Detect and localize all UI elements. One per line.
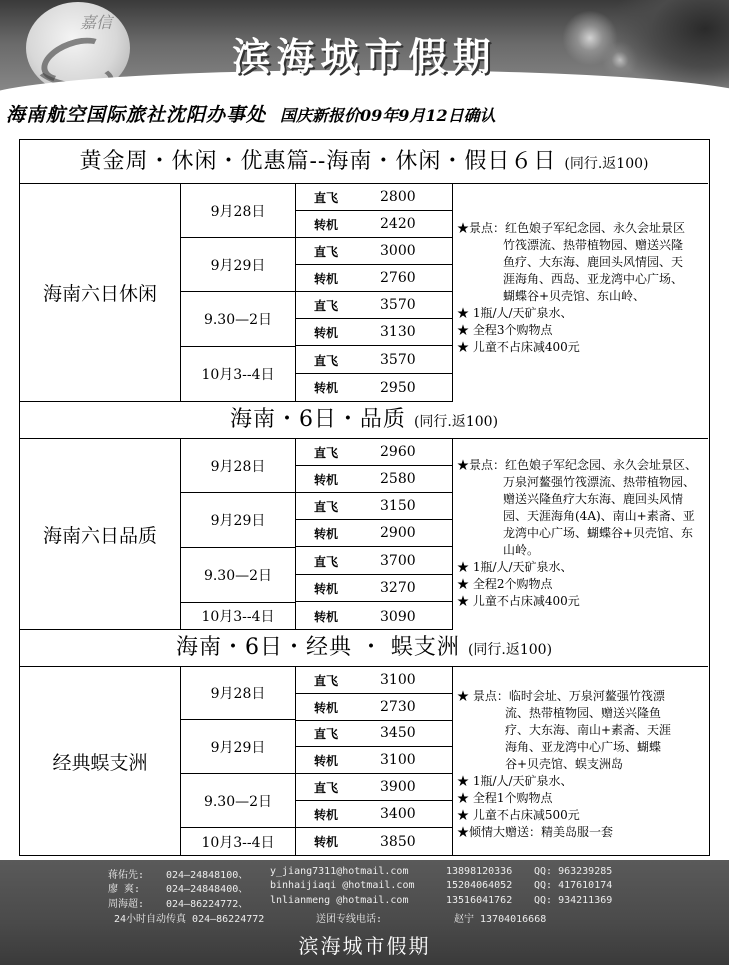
note-line: 涯海角、西岛、亚龙湾中心广场、	[503, 272, 684, 286]
hotline-number: 赵宁 13704016668	[454, 914, 547, 925]
price-row	[296, 520, 452, 547]
note-line: ★ 儿童不占床减500元	[457, 808, 580, 822]
date-cell: 10月3--4日	[201, 834, 275, 851]
note-line: 竹筏漂流、热带植物园、赠送兴隆	[503, 238, 684, 252]
contact-email[interactable]: lnlianmeng @hotmail.com	[270, 895, 409, 906]
price-row	[296, 265, 452, 292]
contact-qq: QQ: 934211369	[534, 895, 613, 906]
brand-title: 滨海城市假期	[232, 34, 497, 79]
note-line: ★ 全程3个购物点	[457, 323, 553, 337]
flight-type: 直飞	[313, 726, 338, 741]
rebate-note: (同行.返100)	[413, 414, 499, 430]
price-row	[296, 319, 452, 346]
note-line: ★ 全程1个购物点	[457, 791, 553, 805]
price-row	[296, 238, 452, 265]
date-cell: 9月28日	[181, 439, 295, 493]
logo-mark: 嘉信	[80, 13, 113, 32]
note-line: 海角、亚龙湾中心广场、蝴蝶	[505, 740, 662, 754]
price-value: 3700	[380, 553, 416, 569]
date-cell: 10月3--4日	[201, 367, 275, 383]
flight-type: 转机	[313, 700, 338, 715]
price-value: 2800	[380, 189, 416, 205]
flight-type: 直飞	[313, 298, 338, 313]
price-row	[296, 694, 452, 721]
itinerary-notes	[453, 688, 708, 841]
date-cell: 9月29日	[181, 720, 295, 774]
price-table	[19, 139, 710, 856]
note-line: 疗、大东海、南山+素斋、天涯	[505, 723, 672, 737]
section-title	[20, 402, 708, 439]
note-line: ★ 儿童不占床减400元	[457, 340, 580, 354]
price-row	[296, 747, 452, 774]
flight-type: 直飞	[313, 499, 338, 514]
price-value: 3570	[380, 352, 416, 368]
product-name: 经典蜈支洲	[20, 667, 181, 855]
note-line: ★景点：红色娘子军纪念园、永久会址景区、	[457, 458, 698, 472]
price-value: 3450	[380, 725, 416, 741]
section-heading: 海南・6日・品质	[229, 407, 406, 432]
note-line: ★ 1瓶/人/天矿泉水、	[457, 774, 573, 788]
contact-mobile: 13898120336	[446, 866, 513, 877]
note-line: ★景点：红色娘子军纪念园、永久会址景区	[457, 221, 686, 235]
price-value: 2950	[380, 379, 416, 396]
price-value: 3400	[380, 806, 416, 822]
price-row	[296, 828, 452, 855]
contact-email[interactable]: binhaijiaqi @hotmail.com	[270, 880, 415, 891]
date-column	[181, 667, 296, 855]
note-line: 园、天涯海角(4A)、南山+素斋、亚	[503, 509, 695, 523]
date-cell: 9.30—2日	[181, 774, 295, 828]
section-title	[20, 630, 708, 667]
date-cell: 9月28日	[181, 184, 295, 238]
flight-type: 转机	[313, 271, 338, 286]
note-line: ★倾情大赠送：精美岛服一套	[457, 825, 614, 839]
flight-type: 转机	[313, 581, 338, 596]
price-row	[296, 211, 452, 238]
note-line: ★ 景点：临时会址、万泉河鳌强竹筏漂	[457, 689, 665, 703]
price-value: 2760	[380, 270, 416, 286]
price-row	[296, 548, 452, 575]
contact-name: 蒋佑先:	[108, 870, 145, 881]
price-value: 3100	[380, 752, 416, 768]
flight-type: 直飞	[313, 190, 338, 205]
date-cell: 9月28日	[181, 667, 295, 720]
flight-type: 直飞	[313, 673, 338, 688]
note-line: 蝴蝶谷+贝壳馆、东山岭、	[503, 289, 646, 303]
price-value: 3090	[380, 608, 416, 625]
price-row	[296, 347, 452, 374]
price-row	[296, 603, 452, 630]
flight-type: 转机	[313, 325, 338, 340]
flight-type: 转机	[313, 610, 338, 624]
contact-phone: 024—86224772、	[166, 899, 249, 910]
flight-type: 转机	[313, 526, 338, 541]
contact-qq: QQ: 963239285	[534, 866, 613, 877]
flight-type: 转机	[313, 381, 338, 395]
contact-mobile: 15204064052	[446, 880, 513, 891]
flight-type: 转机	[313, 753, 338, 768]
price-row	[296, 184, 452, 211]
price-row	[296, 575, 452, 602]
flight-type: 直飞	[313, 780, 338, 795]
rebate-note: (同行.返100)	[564, 156, 649, 172]
fax-row	[0, 910, 729, 925]
fax-number: 24小时自动传真 024—86224772	[114, 914, 265, 925]
section-heading: 黄金周・休闲・优惠篇--海南・休闲・假日６日	[79, 149, 557, 174]
hotline-label: 送团专线电话:	[316, 914, 383, 925]
section-heading: 海南・6日・经典 ・ 蜈支洲	[175, 635, 460, 660]
product-name: 海南六日休闲	[20, 184, 181, 402]
contact-footer	[0, 860, 729, 965]
price-value: 2420	[380, 216, 416, 232]
flight-type: 直飞	[313, 554, 338, 569]
note-line: 谷+贝壳馆、蜈支洲岛	[505, 757, 624, 771]
itinerary-notes	[453, 220, 708, 356]
flight-type: 转机	[313, 807, 338, 822]
contact-row	[0, 866, 729, 881]
flight-type: 直飞	[313, 353, 338, 368]
price-value: 3130	[380, 324, 416, 340]
price-row	[296, 774, 452, 801]
note-line: 赠送兴隆鱼疗大东海、鹿回头风情	[503, 492, 684, 506]
itinerary-notes	[453, 457, 708, 610]
price-value: 2960	[380, 444, 416, 460]
header-banner	[0, 0, 729, 96]
price-column	[296, 184, 453, 402]
flight-type: 转机	[313, 217, 338, 232]
price-value: 3900	[380, 779, 416, 795]
contact-row	[0, 895, 729, 910]
price-row	[296, 466, 452, 493]
contact-name: 周海超:	[108, 899, 145, 910]
date-cell: 9月29日	[181, 238, 295, 292]
price-row	[296, 720, 452, 747]
price-column	[296, 439, 453, 630]
note-line: ★ 全程2个购物点	[457, 577, 553, 591]
section-title	[20, 140, 708, 184]
note-line: 鱼疗、大东海、鹿回头风情园、天	[503, 255, 684, 269]
date-cell: 10月3--4日	[201, 609, 275, 625]
price-value: 3570	[380, 297, 416, 313]
date-cell: 9.30—2日	[181, 292, 295, 347]
rebate-note: (同行.返100)	[467, 642, 553, 658]
price-row	[296, 667, 452, 694]
note-line: ★ 1瓶/人/天矿泉水、	[457, 306, 573, 320]
product-name: 海南六日品质	[20, 439, 181, 630]
date-cell: 9.30—2日	[181, 548, 295, 603]
price-row	[296, 493, 452, 520]
price-value: 3850	[380, 833, 416, 850]
price-column	[296, 667, 453, 855]
contact-phone: 024—24848400、	[166, 884, 249, 895]
date-column	[181, 439, 296, 630]
note-line: 流、热带植物园、赠送兴隆鱼	[505, 706, 662, 720]
note-line: 万泉河鳌强竹筏漂流、热带植物园、	[503, 475, 696, 489]
agency-name: 海南航空国际旅社沈阳办事处	[6, 104, 267, 126]
footer-brand: 滨海城市假期	[298, 934, 431, 958]
price-row	[296, 292, 452, 319]
flight-type: 直飞	[313, 445, 338, 460]
date-cell: 9月29日	[181, 493, 295, 548]
price-value: 3150	[380, 498, 416, 514]
price-row	[296, 801, 452, 828]
price-value: 2730	[380, 699, 416, 715]
contact-row	[0, 880, 729, 895]
price-value: 2900	[380, 525, 416, 541]
note-line: 山岭。	[503, 543, 540, 557]
note-line: ★ 1瓶/人/天矿泉水、	[457, 560, 573, 574]
price-notice: 国庆新报价09年9月12日确认	[280, 106, 496, 125]
note-line: 龙湾中心广场、蝴蝶谷+贝壳馆、东	[503, 526, 694, 540]
contact-mobile: 13516041762	[446, 895, 513, 906]
flight-type: 直飞	[313, 244, 338, 259]
price-value: 3000	[380, 243, 416, 259]
note-line: ★ 儿童不占床减400元	[457, 594, 580, 608]
contact-email[interactable]: y_jiang7311@hotmail.com	[270, 866, 409, 877]
contact-phone: 024—24848100、	[166, 870, 249, 881]
flight-type: 转机	[313, 472, 338, 487]
subtitle-line	[6, 100, 726, 130]
price-value: 3100	[380, 672, 416, 688]
price-row	[296, 439, 452, 466]
price-row	[296, 374, 452, 401]
contact-qq: QQ: 417610174	[534, 880, 613, 891]
price-value: 3270	[380, 580, 416, 596]
flight-type: 转机	[313, 835, 338, 849]
price-value: 2580	[380, 471, 416, 487]
contact-name: 廖 爽:	[108, 884, 141, 895]
date-column	[181, 184, 296, 402]
